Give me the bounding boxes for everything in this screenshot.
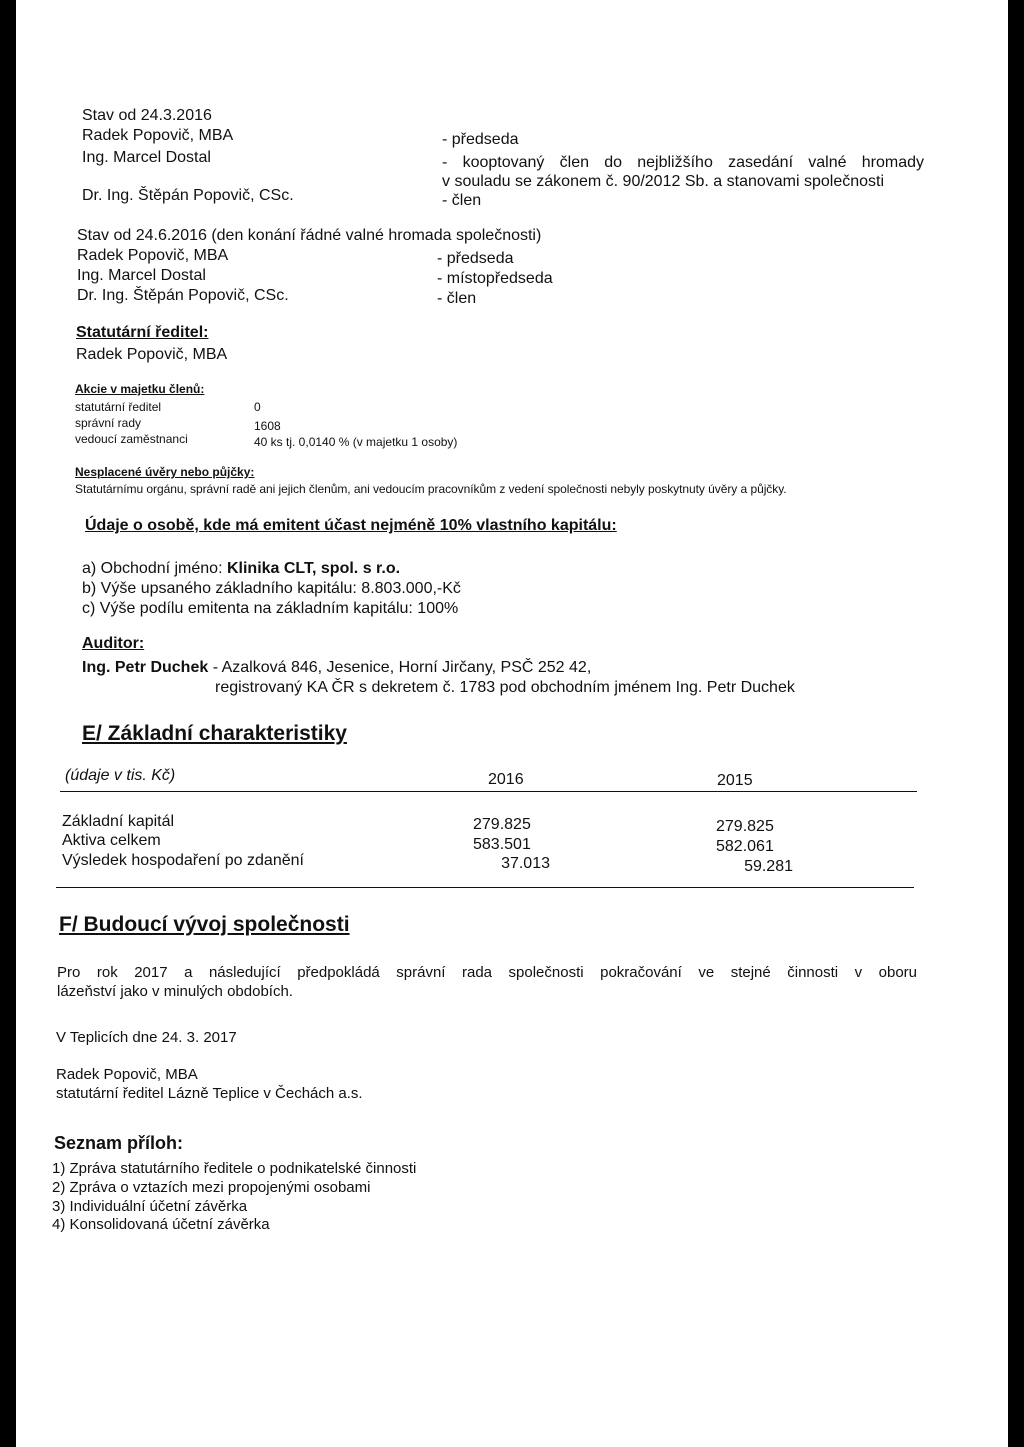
shares-row-label: vedoucí zaměstnanci [75, 432, 188, 446]
subsidiary-share: c) Výše podílu emitenta na základním kapitálu: 100% [82, 600, 459, 617]
auditor-address: - Azalková 846, Jesenice, Horní Jirčany, PSČ 252 42, [208, 659, 592, 676]
section-f-heading: F/ Budoucí vývoj společnosti [59, 913, 350, 936]
table-cell: 582.061 [716, 838, 774, 855]
table-row-label: Výsledek hospodaření po zdanění [62, 852, 304, 869]
shares-row-value: 0 [254, 400, 261, 414]
table-bottom-rule [56, 887, 914, 888]
board-2016-06-title: Stav od 24.6.2016 (den konání řádné valné hromada společnosti) [77, 227, 542, 244]
member-name: Radek Popovič, MBA [77, 247, 229, 264]
shares-row-label: správní rady [75, 416, 142, 430]
section-e-heading: E/ Základní charakteristiky [82, 722, 347, 745]
place-date: V Teplicích dne 24. 3. 2017 [56, 1029, 237, 1046]
attachment-item: 1) Zpráva statutárního ředitele o podnikatelské činnosti [52, 1160, 417, 1177]
auditor-registration: registrovaný KA ČR s dekretem č. 1783 pod obchodním jménem Ing. Petr Duchek [215, 679, 795, 696]
table-cell: 583.501 [473, 836, 531, 853]
loans-heading: Nesplacené úvěry nebo půjčky: [75, 465, 255, 479]
member-role: - místopředseda [437, 270, 553, 287]
subsidiary-capital: b) Výše upsaného základního kapitálu: 8.803.000,-Kč [82, 580, 461, 597]
signatory-name: Radek Popovič, MBA [56, 1066, 198, 1083]
document-page [16, 0, 1008, 1447]
member-role: - člen [442, 192, 482, 209]
shares-row-value: 1608 [254, 419, 281, 433]
statutory-name: Radek Popovič, MBA [76, 346, 228, 363]
shares-row-value: 40 ks tj. 0,0140 % (v majetku 1 osoby) [254, 435, 458, 449]
subsidiary-name-label: a) Obchodní jméno: [82, 560, 227, 577]
auditor-heading: Auditor: [82, 635, 145, 652]
table-cell: 279.825 [473, 816, 531, 833]
statutory-heading: Statutární ředitel: [76, 324, 209, 341]
signatory-title: statutární ředitel Lázně Teplice v Čechách a.s. [56, 1085, 363, 1102]
attachment-item: 3) Individuální účetní závěrka [52, 1198, 248, 1215]
member-role-continued: v souladu se zákonem č. 90/2012 Sb. a stanovami společnosti [442, 173, 885, 190]
member-name: Dr. Ing. Štěpán Popovič, CSc. [77, 287, 289, 304]
table-col-2015: 2015 [717, 772, 753, 789]
member-name: Dr. Ing. Štěpán Popovič, CSc. [82, 187, 294, 204]
member-name: Radek Popovič, MBA [82, 127, 234, 144]
attachments-heading: Seznam příloh: [54, 1133, 184, 1153]
section-f-text-continued: lázeňství jako v minulých obdobích. [57, 983, 293, 1000]
table-row-label: Aktiva celkem [62, 832, 161, 849]
table-row-label: Základní kapitál [62, 813, 175, 830]
subsidiary-heading: Údaje o osobě, kde má emitent účast nejméně 10% vlastního kapitálu: [85, 517, 617, 534]
member-role: - kooptovaný člen do nejbližšího zasedání valné hromady [442, 154, 924, 171]
board-2016-03-title: Stav od 24.3.2016 [82, 107, 212, 124]
table-cell: 59.281 [744, 858, 793, 875]
attachment-item: 4) Konsolidovaná účetní závěrka [52, 1216, 270, 1233]
member-role: - předseda [437, 250, 514, 267]
member-name: Ing. Marcel Dostal [77, 267, 206, 284]
subsidiary-name-value: Klinika CLT, spol. s r.o. [226, 560, 401, 577]
auditor-name: Ing. Petr Duchek [82, 659, 209, 676]
table-cell: 37.013 [501, 855, 550, 872]
table-cell: 279.825 [716, 818, 774, 835]
section-f-text: Pro rok 2017 a následující předpokládá správní rada společnosti pokračování ve stejné činnosti v oboru [57, 964, 917, 981]
table-unit: (údaje v tis. Kč) [65, 767, 176, 784]
table-col-2016: 2016 [488, 771, 524, 788]
attachment-item: 2) Zpráva o vztazích mezi propojenými osobami [52, 1179, 371, 1196]
loans-text: Statutárnímu orgánu, správní radě ani jejich členům, ani vedoucím pracovníkům z vedení společnosti nebyly poskytnuty úvěry a půjčky. [75, 482, 787, 496]
member-name: Ing. Marcel Dostal [82, 149, 211, 166]
auditor-line [82, 658, 591, 677]
shares-heading: Akcie v majetku členů: [75, 382, 205, 396]
table-header-rule [60, 791, 917, 792]
shares-row-label: statutární ředitel [75, 400, 162, 414]
subsidiary-name-line [82, 559, 400, 578]
member-role: - člen [437, 290, 477, 307]
member-role: - předseda [442, 131, 519, 148]
